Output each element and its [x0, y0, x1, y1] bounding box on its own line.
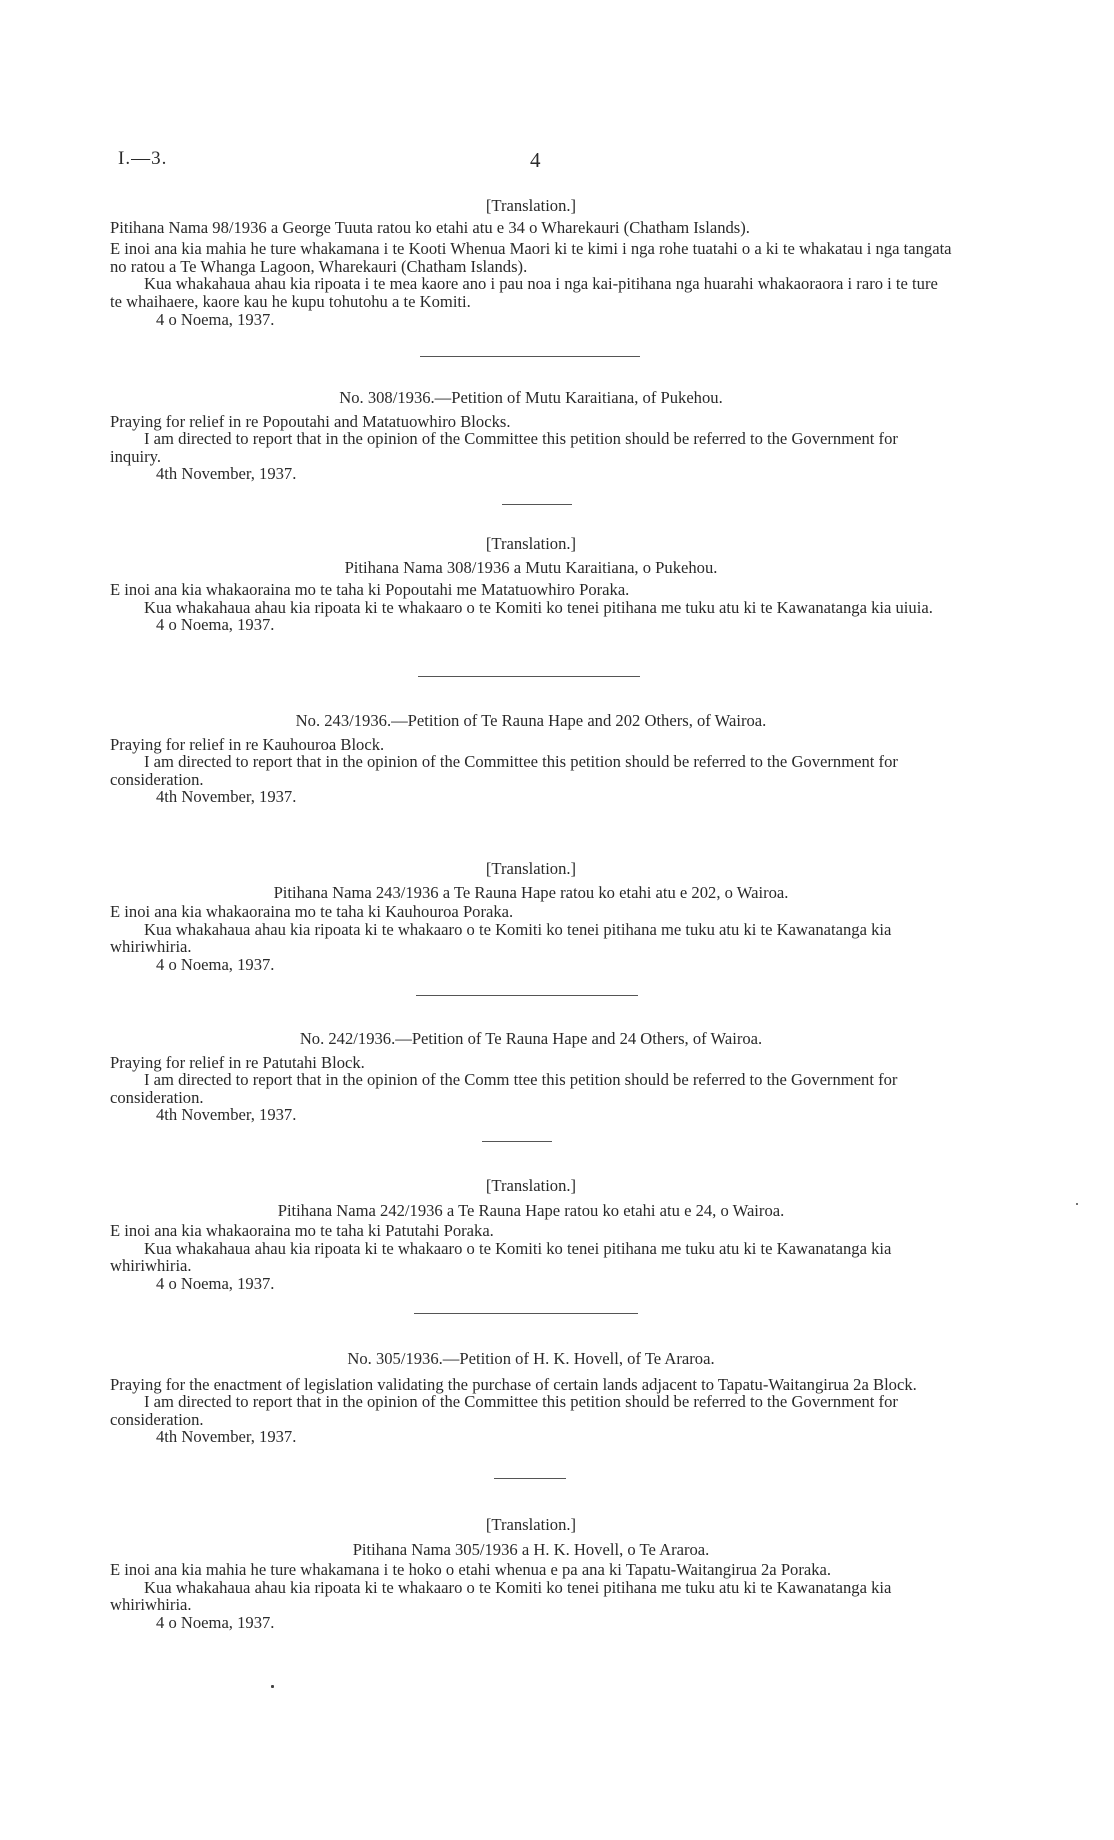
scan-speck: [271, 1685, 274, 1688]
petition-date: 4 o Noema, 1937.: [156, 1273, 275, 1293]
petition-title: Pitihana Nama 308/1936 a Mutu Karaitiana, o Pukehou.: [344, 557, 718, 577]
petition-title: No. 308/1936.—Petition of Mutu Karaitiana, of Pukehou.: [339, 388, 723, 407]
petition-title: Pitihana Nama 98/1936 a George Tuuta ratou ko etahi atu e 34 o Wharekauri (Chatham Islands).: [110, 217, 750, 237]
petition-report: Kua whakahaua ahau kia ripoata ki te whakaaro o te Komiti ko tenei pitihana me tuku atu ki te Kawanatanga kia whiriwhiria.: [110, 919, 892, 957]
petition-date: 4th November, 1937.: [156, 787, 297, 807]
petition-report: I am directed to report that in the opinion of the Comm ttee this petition should be referred to the Government for consideration.: [110, 1070, 898, 1107]
section-divider: [418, 676, 640, 677]
petition-section: [110, 389, 952, 483]
petition-date: 4 o Noema, 1937.: [156, 954, 275, 974]
petition-report: Kua whakahaua ahau kia ripoata i te mea kaore ano i pau noa i nga kai-pitihana nga huarahi whakaoraora i raro i te ture te whaihaere, kaore kau he kupu tohutohu a te Komiti.: [110, 274, 938, 311]
petition-prayer: E inoi ana kia whakaoraina mo te taha ki Patutahi Poraka.: [110, 1221, 494, 1241]
petition-title: No. 243/1936.—Petition of Te Rauna Hape and 202 Others, of Wairoa.: [295, 711, 767, 730]
petition-section: [110, 712, 952, 806]
petition-report: Kua whakahaua ahau kia ripoata ki te whakaaro o te Komiti ko tenei pitihana me tuku atu ki te Kawanatanga kia whiriwhiria.: [110, 1577, 892, 1615]
translation-tag: [Translation.]: [485, 1176, 577, 1195]
translation-tag: [Translation.]: [485, 196, 577, 215]
petition-report: I am directed to report that in the opinion of the Committee this petition should be referred to the Government for consideration.: [110, 752, 898, 789]
petition-date: 4 o Noema, 1937.: [156, 1612, 275, 1632]
petition-report: Kua whakahaua ahau kia ripoata ki te whakaaro o te Komiti ko tenei pitihana me tuku atu ki te Kawanatanga kia whiriwhiria.: [110, 1238, 892, 1276]
petition-section: [110, 535, 952, 634]
petition-section: [110, 197, 952, 328]
petition-section: [110, 1516, 952, 1632]
section-divider: [414, 1313, 638, 1314]
petition-section: [110, 1350, 952, 1446]
translation-tag: [Translation.]: [485, 534, 577, 553]
petition-report: Kua whakahaua ahau kia ripoata ki te whakaaro o te Komiti ko tenei pitihana me tuku atu ki te Kawanatanga kia uiuia.: [144, 597, 933, 617]
petition-prayer: Praying for relief in re Popoutahi and Matatuowhiro Blocks.: [110, 411, 511, 431]
document-reference: I.—3.: [118, 148, 168, 169]
short-divider: [502, 504, 572, 505]
petition-date: 4 o Noema, 1937.: [156, 309, 275, 329]
petition-date: 4th November, 1937.: [156, 1105, 297, 1125]
petition-section: [110, 860, 952, 974]
petition-section: [110, 1177, 952, 1293]
translation-tag: [Translation.]: [485, 859, 577, 878]
petition-report: I am directed to report that in the opinion of the Committee this petition should be referred to the Government for inquiry.: [110, 429, 898, 466]
petition-title: Pitihana Nama 305/1936 a H. K. Hovell, o Te Araroa.: [352, 1539, 710, 1559]
petition-title: Pitihana Nama 243/1936 a Te Rauna Hape ratou ko etahi atu e 202, o Wairoa.: [273, 882, 789, 902]
page-number: 4: [530, 148, 541, 172]
petition-report: I am directed to report that in the opinion of the Committee this petition should be referred to the Government for consideration.: [110, 1392, 898, 1429]
section-divider: [416, 995, 638, 996]
petition-prayer: E inoi ana kia mahia he ture whakamana i te Kooti Whenua Maori ki te kimi i nga rohe tuatahi o a ki te whakatau i nga tangata no ratou a Te Whanga Lagoon, Wharekauri (Chatham Islands).: [110, 239, 952, 276]
petition-prayer: E inoi ana kia whakaoraina mo te taha ki Kauhouroa Poraka.: [110, 902, 514, 922]
section-divider: [420, 356, 640, 357]
petition-date: 4th November, 1937.: [156, 464, 297, 484]
petition-prayer: Praying for the enactment of legislation validating the purchase of certain lands adjacent to Tapatu-Waitangirua 2a Block.: [110, 1374, 917, 1394]
petition-title: No. 242/1936.—Petition of Te Rauna Hape and 24 Others, of Wairoa.: [299, 1029, 763, 1048]
scan-speck: [1076, 1203, 1078, 1205]
petition-prayer: Praying for relief in re Patutahi Block.: [110, 1052, 365, 1072]
petition-prayer: Praying for relief in re Kauhouroa Block.: [110, 734, 385, 754]
petition-date: 4 o Noema, 1937.: [156, 615, 275, 635]
translation-tag: [Translation.]: [485, 1515, 577, 1534]
petition-prayer: E inoi ana kia whakaoraina mo te taha ki Popoutahi me Matatuowhiro Poraka.: [110, 580, 630, 600]
petition-title: Pitihana Nama 242/1936 a Te Rauna Hape ratou ko etahi atu e 24, o Wairoa.: [277, 1200, 785, 1220]
petition-section: [110, 1030, 952, 1124]
short-divider: [482, 1141, 552, 1142]
petition-title: No. 305/1936.—Petition of H. K. Hovell, of Te Araroa.: [347, 1349, 715, 1368]
petition-date: 4th November, 1937.: [156, 1427, 297, 1447]
short-divider: [494, 1478, 566, 1479]
petition-prayer: E inoi ana kia mahia he ture whakamana i te hoko o etahi whenua e pa ana ki Tapatu-Waitangirua 2a Poraka.: [110, 1560, 832, 1580]
